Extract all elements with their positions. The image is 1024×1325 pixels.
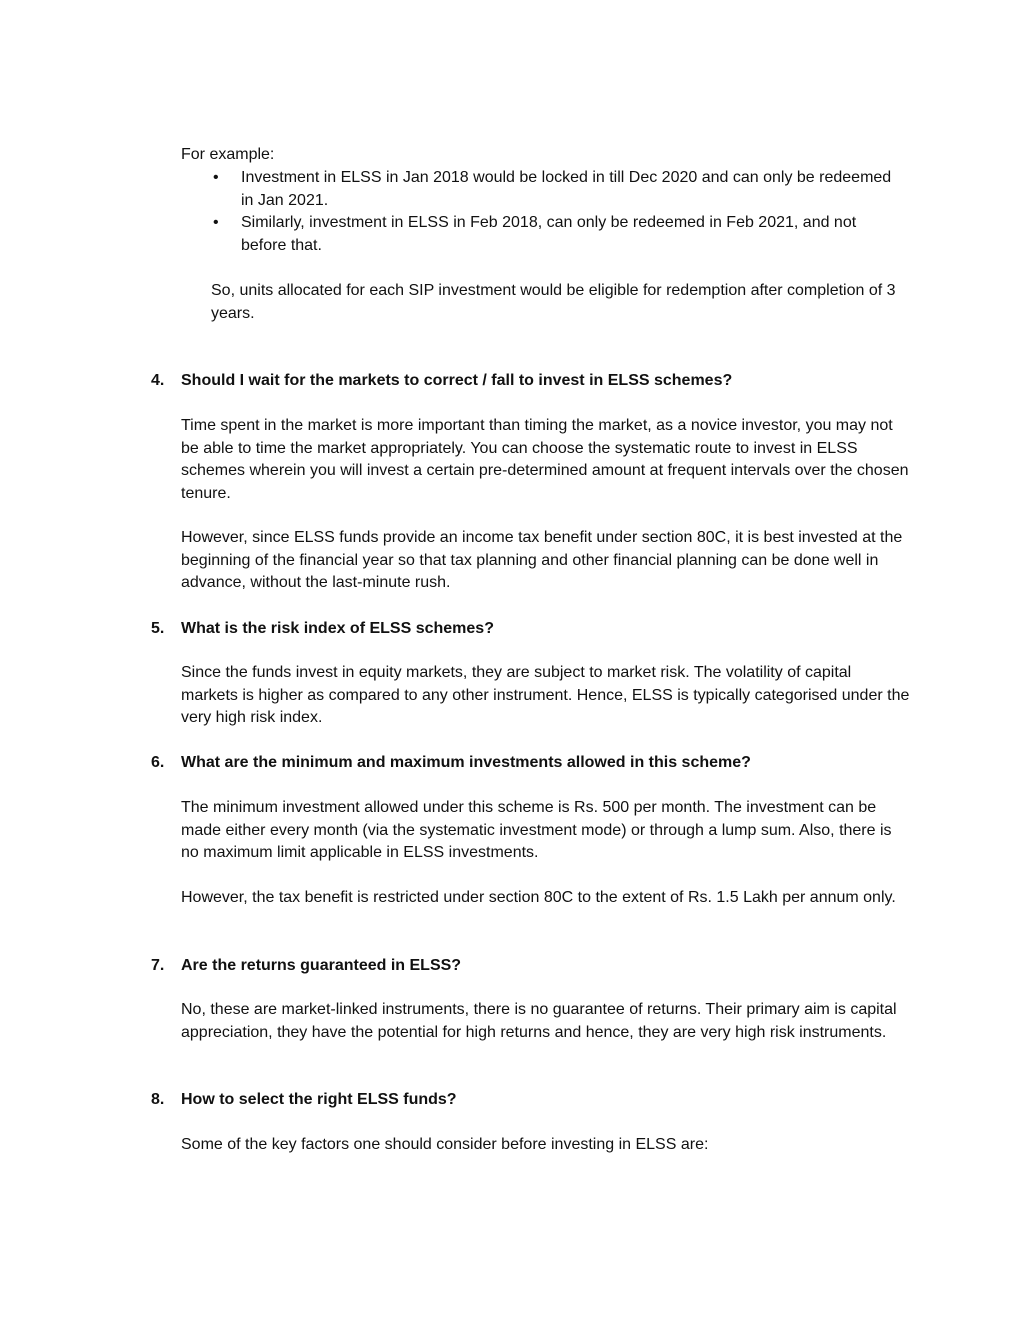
- question-number: 6.: [151, 754, 165, 771]
- question-number: 4.: [151, 372, 165, 389]
- bullet-icon: •: [213, 169, 219, 186]
- question-text: Should I wait for the markets to correct / fall to invest in ELSS schemes?: [181, 372, 733, 389]
- answer-paragraph: Since the funds invest in equity markets, they are subject to market risk. The volatility of capital markets is higher as compared to any other instrument. Hence, ELSS is typically categorised under the very high risk index.: [181, 664, 910, 727]
- answer-paragraph: However, since ELSS funds provide an income tax benefit under section 80C, it is best invested at the beginning of the financial year so that tax planning and other financial planning can be done well in advance, without the last-minute rush.: [181, 529, 903, 592]
- list-item-text: Similarly, investment in ELSS in Feb 2018, can only be redeemed in Feb 2021, and not before that.: [241, 214, 857, 254]
- question-number: 7.: [151, 957, 165, 974]
- list-item: [181, 212, 901, 257]
- question-number: 8.: [151, 1091, 165, 1108]
- intro-text: For example:: [181, 146, 275, 163]
- answer-paragraph: Some of the key factors one should consider before investing in ELSS are:: [181, 1136, 709, 1153]
- answer-paragraph: Time spent in the market is more important than timing the market, as a novice investor, you may not be able to time the market appropriately. You can choose the systematic route to invest in ELSS schemes wherein you will invest a certain pre-determined amount at frequent intervals over the chosen tenure.: [181, 417, 909, 502]
- question-number: 5.: [151, 620, 165, 637]
- question-text: What is the risk index of ELSS schemes?: [181, 620, 494, 637]
- sip-note: So, units allocated for each SIP investment would be eligible for redemption after completion of 3 years.: [211, 282, 896, 322]
- list-item: [181, 167, 901, 212]
- list-item-text: Investment in ELSS in Jan 2018 would be locked in till Dec 2020 and can only be redeemed in Jan 2021.: [241, 169, 892, 209]
- answer-paragraph: However, the tax benefit is restricted under section 80C to the extent of Rs. 1.5 Lakh per annum only.: [181, 889, 896, 906]
- question-text: What are the minimum and maximum investments allowed in this scheme?: [181, 754, 751, 771]
- question-text: Are the returns guaranteed in ELSS?: [181, 957, 462, 974]
- answer-paragraph: The minimum investment allowed under this scheme is Rs. 500 per month. The investment can be made either every month (via the systematic investment mode) or through a lump sum. Also, there is no maximum limit applicable in ELSS investments.: [181, 799, 892, 862]
- bullet-icon: •: [213, 214, 219, 232]
- question-text: How to select the right ELSS funds?: [181, 1091, 457, 1108]
- answer-paragraph: No, these are market-linked instruments, there is no guarantee of returns. Their primary aim is capital appreciation, they have the potential for high returns and hence, they are very high risk instruments.: [181, 1001, 897, 1041]
- example-list: [181, 167, 901, 257]
